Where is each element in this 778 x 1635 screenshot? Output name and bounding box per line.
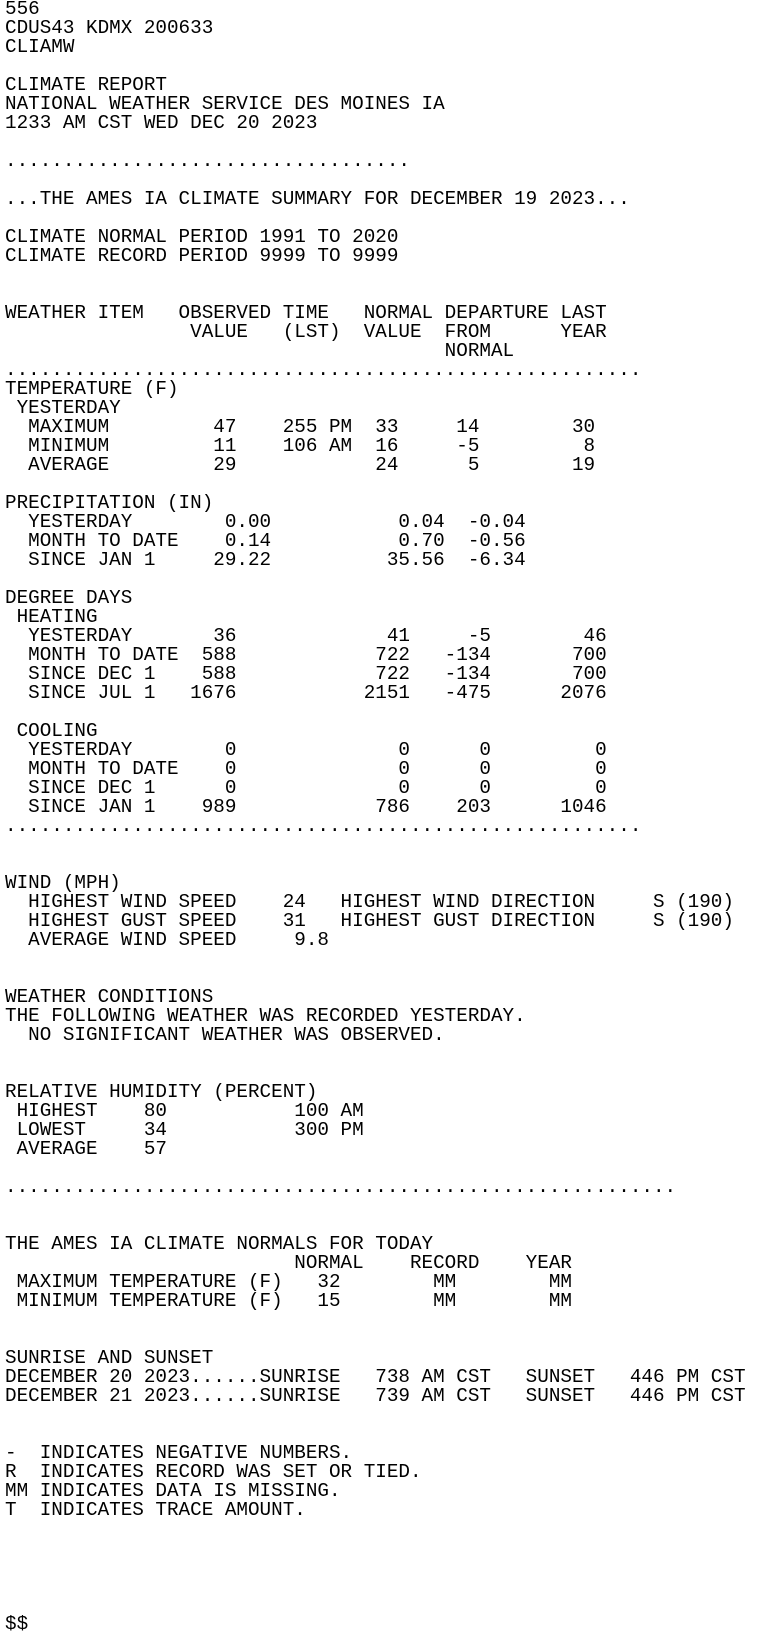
report-line: SINCE JUL 1 1676 2151 -475 2076 <box>5 682 607 704</box>
report-line: CLIAMW <box>5 36 75 58</box>
report-line <box>5 1045 778 1064</box>
report-line <box>5 1577 778 1596</box>
report-line: THE FOLLOWING WEATHER WAS RECORDED YESTERDAY. <box>5 1005 526 1027</box>
report-line: MONTH TO DATE 0 0 0 0 <box>5 758 607 780</box>
report-line: MONTH TO DATE 588 722 -134 700 <box>5 644 607 666</box>
report-line: R INDICATES RECORD WAS SET OR TIED. <box>5 1461 422 1483</box>
report-line: TEMPERATURE (F) <box>5 378 179 400</box>
report-line: CLIMATE REPORT <box>5 74 167 96</box>
report-line: ....................................................... <box>5 815 642 837</box>
report-line: NATIONAL WEATHER SERVICE DES MOINES IA <box>5 93 445 115</box>
report-line: HIGHEST 80 100 AM <box>5 1100 364 1122</box>
report-line: PRECIPITATION (IN) <box>5 492 214 514</box>
report-line: RELATIVE HUMIDITY (PERCENT) <box>5 1081 318 1103</box>
report-line <box>5 950 778 969</box>
report-line: LOWEST 34 300 PM <box>5 1119 364 1141</box>
report-line: AVERAGE WIND SPEED 9.8 <box>5 929 329 951</box>
report-line: MAXIMUM TEMPERATURE (F) 32 MM MM <box>5 1271 572 1293</box>
report-line: ................................... <box>5 150 410 172</box>
report-line: AVERAGE 29 24 5 19 <box>5 454 596 476</box>
report-line: YESTERDAY 0.00 0.04 -0.04 <box>5 511 526 533</box>
report-line: SINCE DEC 1 588 722 -134 700 <box>5 663 607 685</box>
report-line: HIGHEST GUST SPEED 31 HIGHEST GUST DIRECTION S (190) <box>5 910 734 932</box>
report-line: COOLING <box>5 720 98 742</box>
report-line: DECEMBER 21 2023......SUNRISE 739 AM CST SUNSET 446 PM CST <box>5 1385 746 1407</box>
report-line: WEATHER ITEM OBSERVED TIME NORMAL DEPARTURE LAST <box>5 302 607 324</box>
report-line: YESTERDAY 0 0 0 0 <box>5 739 607 761</box>
report-line: MAXIMUM 47 255 PM 33 14 30 <box>5 416 596 438</box>
report-line: HIGHEST WIND SPEED 24 HIGHEST WIND DIRECTION S (190) <box>5 891 734 913</box>
report-line: NORMAL <box>5 340 515 362</box>
report-line: 1233 AM CST WED DEC 20 2023 <box>5 112 318 134</box>
report-line: ....................................................... <box>5 359 642 381</box>
report-line: SINCE JAN 1 29.22 35.56 -6.34 <box>5 549 526 571</box>
report-line: NO SIGNIFICANT WEATHER WAS OBSERVED. <box>5 1024 445 1046</box>
report-line: SUNRISE AND SUNSET <box>5 1347 214 1369</box>
report-line: THE AMES IA CLIMATE NORMALS FOR TODAY <box>5 1233 434 1255</box>
report-line: T INDICATES TRACE AMOUNT. <box>5 1499 306 1521</box>
report-line: - INDICATES NEGATIVE NUMBERS. <box>5 1442 353 1464</box>
report-line <box>5 836 778 855</box>
report-line <box>5 1558 778 1577</box>
report-line: CLIMATE NORMAL PERIOD 1991 TO 2020 <box>5 226 399 248</box>
report-line: SINCE JAN 1 989 786 203 1046 <box>5 796 607 818</box>
report-line: NORMAL RECORD YEAR <box>5 1252 572 1274</box>
report-line: CLIMATE RECORD PERIOD 9999 TO 9999 <box>5 245 399 267</box>
report-line <box>5 855 778 874</box>
report-line: MINIMUM 11 106 AM 16 -5 8 <box>5 435 596 457</box>
report-line: SINCE DEC 1 0 0 0 0 <box>5 777 607 799</box>
report-line <box>5 1406 778 1425</box>
report-line: AVERAGE 57 <box>5 1138 167 1160</box>
report-line <box>5 1596 778 1615</box>
report-line: MINIMUM TEMPERATURE (F) 15 MM MM <box>5 1290 572 1312</box>
report-line: WIND (MPH) <box>5 872 121 894</box>
report-line <box>5 1539 778 1558</box>
report-line <box>5 1311 778 1330</box>
report-line: HEATING <box>5 606 98 628</box>
report-line <box>5 1197 778 1216</box>
report-line <box>5 703 778 722</box>
report-line: YESTERDAY 36 41 -5 46 <box>5 625 607 647</box>
report-line: ...THE AMES IA CLIMATE SUMMARY FOR DECEMBER 19 2023... <box>5 188 630 210</box>
report-line: DECEMBER 20 2023......SUNRISE 738 AM CST SUNSET 446 PM CST <box>5 1366 746 1388</box>
report-line: .......................................................... <box>5 1176 677 1198</box>
report-line <box>5 266 778 285</box>
report-line: $$ <box>5 1613 29 1635</box>
report-line: CDUS43 KDMX 200633 <box>5 17 214 39</box>
report-line: VALUE (LST) VALUE FROM YEAR <box>5 321 607 343</box>
report-line: DEGREE DAYS <box>5 587 133 609</box>
report-line: YESTERDAY <box>5 397 121 419</box>
report-line: 556 <box>5 0 40 20</box>
report-line: WEATHER CONDITIONS <box>5 986 214 1008</box>
report-line <box>5 1520 778 1539</box>
report-line: MONTH TO DATE 0.14 0.70 -0.56 <box>5 530 526 552</box>
report-line: MM INDICATES DATA IS MISSING. <box>5 1480 341 1502</box>
